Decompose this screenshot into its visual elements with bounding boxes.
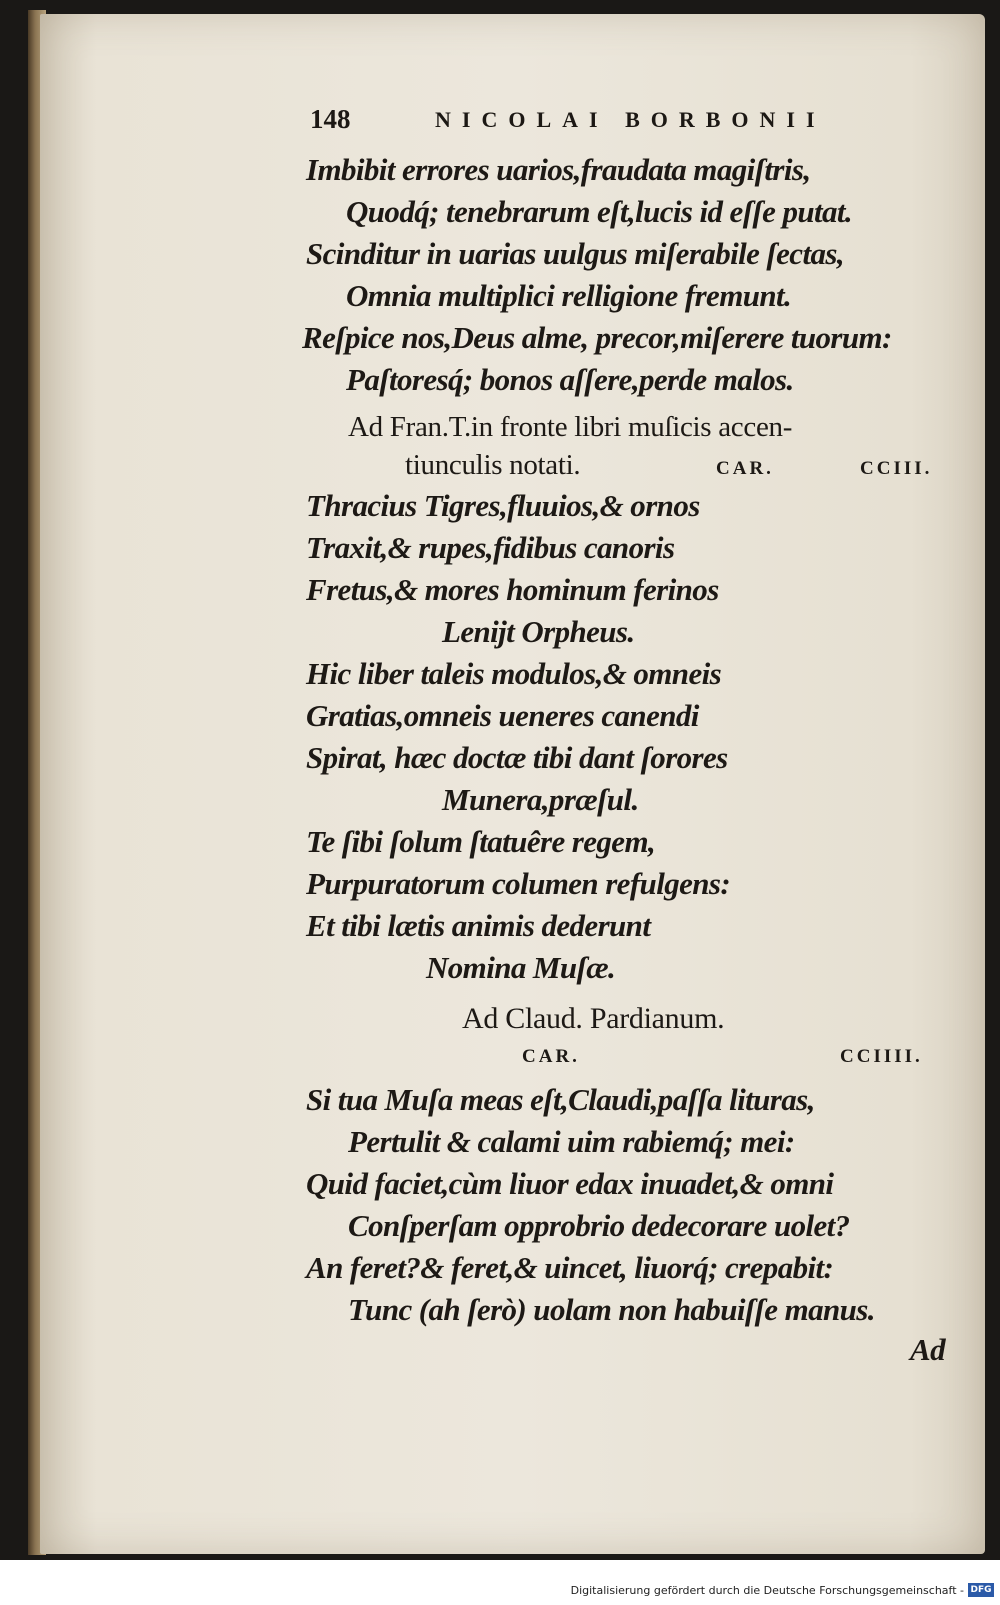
poem-2-line: Spirat, hæc doctæ tibi dant ſorores: [306, 740, 728, 775]
poem-2-heading: tiunculis notati.: [405, 449, 581, 481]
poem-3-car-number: CCIIII.: [840, 1046, 923, 1067]
poem-3-line: An feret?& feret,& uincet, liuorq́; crepabit:: [306, 1250, 834, 1285]
poem-3-line: Quid faciet,cùm liuor edax inuadet,& omni: [306, 1166, 834, 1201]
poem-2-line: Traxit,& rupes,fidibus canoris: [306, 530, 675, 565]
poem-1-line: Imbibit errores uarios,fraudata magiſtris,: [306, 152, 811, 187]
poem-1-line: Scinditur in uarias uulgus miſerabile ſectas,: [306, 236, 844, 271]
footer-bar: [0, 1560, 1000, 1605]
poem-3-line: Tunc (ah ſerò) uolam non habuiſſe manus.: [348, 1292, 875, 1327]
poem-2-line: Gratias,omneis ueneres canendi: [306, 698, 699, 733]
poem-2-line: Te ſibi ſolum ſtatuêre regem,: [306, 824, 656, 859]
poem-1-line: Quodq́; tenebrarum eſt,lucis id eſſe putat.: [346, 194, 853, 229]
poem-2-line: Hic liber taleis modulos,& omneis: [306, 656, 722, 691]
poem-2-line: Et tibi lætis animis dederunt: [306, 908, 651, 943]
poem-2-line: Munera,præſul.: [442, 782, 639, 817]
running-head-title: NICOLAI BORBONII: [435, 107, 826, 132]
poem-2-line: Nomina Muſæ.: [426, 950, 616, 985]
page-number: 148: [310, 104, 351, 134]
poem-2-line: Thracius Tigres,fluuios,& ornos: [306, 488, 700, 523]
poem-2-car-label: CAR.: [716, 458, 774, 479]
poem-2-line: Lenijt Orpheus.: [442, 614, 635, 649]
poem-2-line: Fretus,& mores hominum ferinos: [306, 572, 719, 607]
poem-3-car-label: CAR.: [522, 1046, 580, 1067]
dfg-logo: DFG: [968, 1583, 994, 1597]
poem-2-car-number: CCIII.: [860, 458, 933, 479]
poem-1-line: Paſtoresq́; bonos aſſere,perde malos.: [346, 362, 794, 397]
footer-credit: Digitalisierung gefördert durch die Deutsche Forschungsgemeinschaft -: [570, 1584, 964, 1597]
poem-3-line: Si tua Muſa meas eſt,Claudi,paſſa lituras,: [306, 1082, 815, 1117]
poem-1-line: Reſpice nos,Deus alme, precor,miſerere tuorum:: [302, 320, 892, 355]
poem-3-line: Pertulit & calami uim rabiemq́; mei:: [348, 1124, 795, 1159]
poem-2-line: Purpuratorum columen refulgens:: [306, 866, 731, 901]
running-head: [310, 104, 910, 144]
poem-3-heading: Ad Claud. Pardianum.: [462, 1002, 725, 1035]
poem-3-line: Conſperſam opprobrio dedecorare uolet?: [348, 1208, 850, 1243]
poem-1-line: Omnia multiplici relligione fremunt.: [346, 278, 792, 313]
poem-2-heading: Ad Fran.T.in fronte libri muſicis accen-: [348, 411, 793, 443]
catchword: Ad: [910, 1332, 945, 1367]
